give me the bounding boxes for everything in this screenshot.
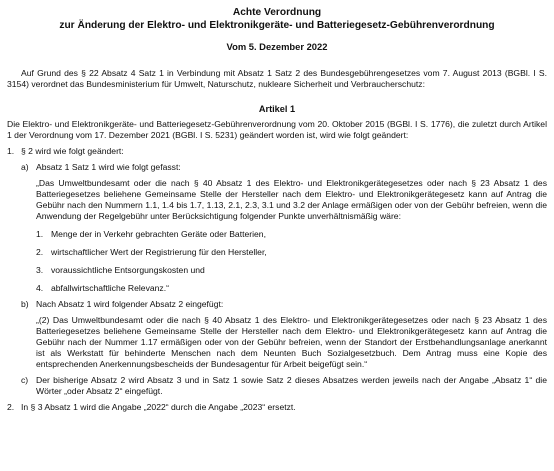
document-page — [7, 6, 547, 413]
list-item — [36, 265, 547, 276]
item-number: 1. — [7, 146, 15, 156]
item-text: In § 3 Absatz 1 wird die Angabe „2022“ durch die Angabe „2023“ ersetzt. — [21, 402, 296, 412]
list-text: abfallwirtschaftliche Relevanz.“ — [51, 283, 169, 293]
list-item — [36, 229, 547, 240]
list-item — [36, 247, 547, 258]
quoted-text-a: „Das Umweltbundesamt oder die nach § 40 Absatz 1 des Elektro- und Elektronikgerätegesetzes oder nach § 23 Absatz 1 des Batteriegesetzes beliehene Gemeinsame Stelle der Hersteller nach dem Elektro- und Elektronikgerätegesetz kann auf Antrag die Gebühr nach den Nummern 1.1, 1.4 bis 1.7, 1.13, 2.1, 2.3, 3.1 und 3.2 der Anlage ermäßigen oder von der Gebühr befreien, wenn die Anwendung der Regelgebühr unter Berücksichtigung folgender Punkte unverhältnismäßig wäre: — [36, 178, 547, 221]
quoted-list — [36, 229, 547, 294]
list-text: Menge der in Verkehr gebrachten Geräte oder Batterien, — [51, 229, 266, 239]
list-number: 1. — [36, 229, 44, 239]
list-text: wirtschaftlicher Wert der Registrierung für den Hersteller, — [51, 247, 267, 257]
decree-date: Vom 5. Dezember 2022 — [226, 41, 328, 52]
list-number: 4. — [36, 283, 44, 293]
sub-item-c — [21, 375, 547, 397]
item-text: § 2 wird wie folgt geändert: — [21, 146, 124, 156]
sub-item-label: a) — [21, 162, 29, 172]
amendment-item-1 — [7, 146, 547, 157]
amendment-item-2 — [7, 402, 547, 413]
article-heading: Artikel 1 — [258, 104, 296, 114]
sub-item-label: c) — [21, 375, 29, 385]
item-number: 2. — [7, 402, 15, 412]
list-number: 3. — [36, 265, 44, 275]
sub-item-text: Der bisherige Absatz 2 wird Absatz 3 und in Satz 1 sowie Satz 2 dieses Absatzes werden jeweils nach der Angabe „Absatz 1“ die Wörter „oder Absatz 2“ eingefügt. — [36, 375, 547, 396]
sub-item-a — [21, 162, 547, 173]
list-text: voraussichtliche Entsorgungskosten und — [51, 265, 205, 275]
sub-item-text: Absatz 1 Satz 1 wird wie folgt gefasst: — [36, 162, 181, 172]
sub-item-label: b) — [21, 299, 29, 309]
list-number: 2. — [36, 247, 44, 257]
sub-item-text: Nach Absatz 1 wird folgender Absatz 2 eingefügt: — [36, 299, 224, 309]
list-item — [36, 283, 547, 294]
preamble-paragraph: Auf Grund des § 22 Absatz 4 Satz 1 in Verbindung mit Absatz 1 Satz 2 des Bundesgebührengesetzes vom 7. August 2013 (BGBl. I S. 3154) verordnet das Bundesministerium für Umwelt, Naturschutz, nukleare Sicherheit und Verbraucherschutz: — [7, 68, 547, 89]
sub-item-b — [21, 299, 547, 310]
quoted-text-b: „(2) Das Umweltbundesamt oder die nach § 40 Absatz 1 des Elektro- und Elektronikgerätegesetzes oder nach § 23 Absatz 1 des Batteriegesetzes beliehene Gemeinsame Stelle der Hersteller nach dem Elektro- und Elektronikgerätegesetz kann auf Antrag die Gebühr nach der Nummer 1.17 ermäßigen oder von der Gebühr befreien, wenn der Standort der Erstbehandlungsanlage anerkannt ist als Werkstatt für behinderte Menschen nach dem Neunten Buch Sozialgesetzbuch. Dem Antrag muss eine Kopie des entsprechenden Anerkennungsbescheids der Bundesagentur für Arbeit beigefügt sein.“ — [36, 315, 547, 369]
article-intro-paragraph: Die Elektro- und Elektronikgeräte- und Batteriegesetz-Gebührenverordnung vom 20. Oktober 2015 (BGBl. I S. 1776), die zuletzt durch Artikel 1 der Verordnung vom 17. Dezember 2021 (BGBl. I S. 5231) geändert worden ist, wird wie folgt geändert: — [7, 119, 547, 140]
title-line-2: zur Änderung der Elektro- und Elektronikgeräte- und Batteriegesetz-Gebührenverordnung — [59, 20, 495, 31]
title-line-1: Achte Verordnung — [232, 7, 322, 18]
